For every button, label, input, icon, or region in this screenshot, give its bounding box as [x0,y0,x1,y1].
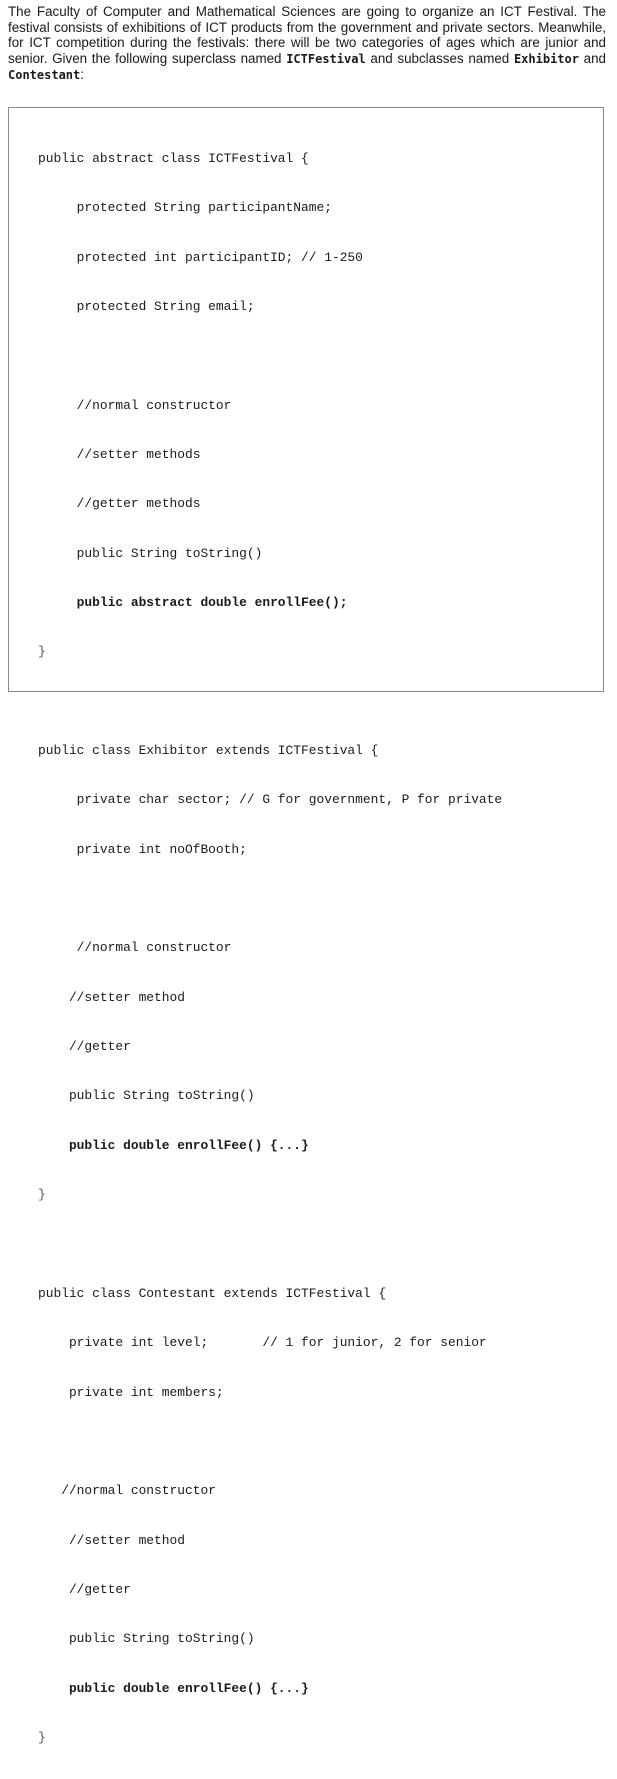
class-name-ictfestival: ICTFestival [286,51,366,66]
comment-getters: //getter methods [38,496,201,512]
comment-constructor: //normal constructor [38,397,232,413]
intro-text-4: : [80,67,84,83]
comment-setter: //setter method [38,989,185,1005]
exhibitor-class-header: public class Exhibitor extends ICTFestival { [38,743,379,759]
code-box [8,107,604,1745]
method-tostring: public String toString() [38,1088,255,1104]
method-tostring: public String toString() [38,1631,255,1647]
field-participant-id: protected int participantID; // 1-250 [38,249,363,265]
blank-line [38,891,502,907]
method-enrollfee: public double enrollFee() {...} [38,1680,309,1696]
field-email: protected String email; [38,298,255,314]
class-name-contestant: Contestant [8,68,81,83]
code-listing [38,118,502,1779]
class-name-exhibitor: Exhibitor [513,51,579,66]
intro-paragraph [8,4,606,84]
comment-setter: //setter method [38,1532,185,1548]
field-no-of-booth: private int noOfBooth; [38,841,247,857]
field-level: private int level; // 1 for junior, 2 for senior [38,1335,487,1351]
comment-constructor: //normal constructor [38,1483,216,1499]
comment-getter: //getter [38,1581,131,1597]
field-members: private int members; [38,1384,224,1400]
contestant-close-brace: } [38,1729,46,1745]
method-enrollfee: public double enrollFee() {...} [38,1137,309,1153]
ictfestival-close-brace: } [38,644,46,660]
comment-setters: //setter methods [38,446,201,462]
contestant-class-header: public class Contestant extends ICTFestival { [38,1285,387,1301]
blank-line [38,1236,502,1252]
ictfestival-class-header: public abstract class ICTFestival { [38,150,309,166]
blank-line [38,694,502,710]
blank-line [38,1434,502,1450]
comment-getter: //getter [38,1039,131,1055]
method-enrollfee-abstract: public abstract double enrollFee(); [38,595,348,610]
intro-text-1: The Faculty of Computer and Mathematical Sciences are going to organize an ICT Festival. The festival consists of exhibitions of ICT products from the government and private sectors. Meanwhile, for ICT competition during the festivals: there will be two categories of ages which are junior and senior. Given the following superclass named [8,4,606,66]
blank-line [38,348,502,364]
method-tostring: public String toString() [38,545,263,561]
intro-text-2: and subclasses named [365,50,514,66]
exhibitor-close-brace: } [38,1187,46,1203]
field-sector: private char sector; // G for government, P for private [38,792,503,808]
intro-text-3: and [578,50,607,66]
field-participant-name: protected String participantName; [38,200,332,216]
comment-constructor: //normal constructor [38,940,232,956]
